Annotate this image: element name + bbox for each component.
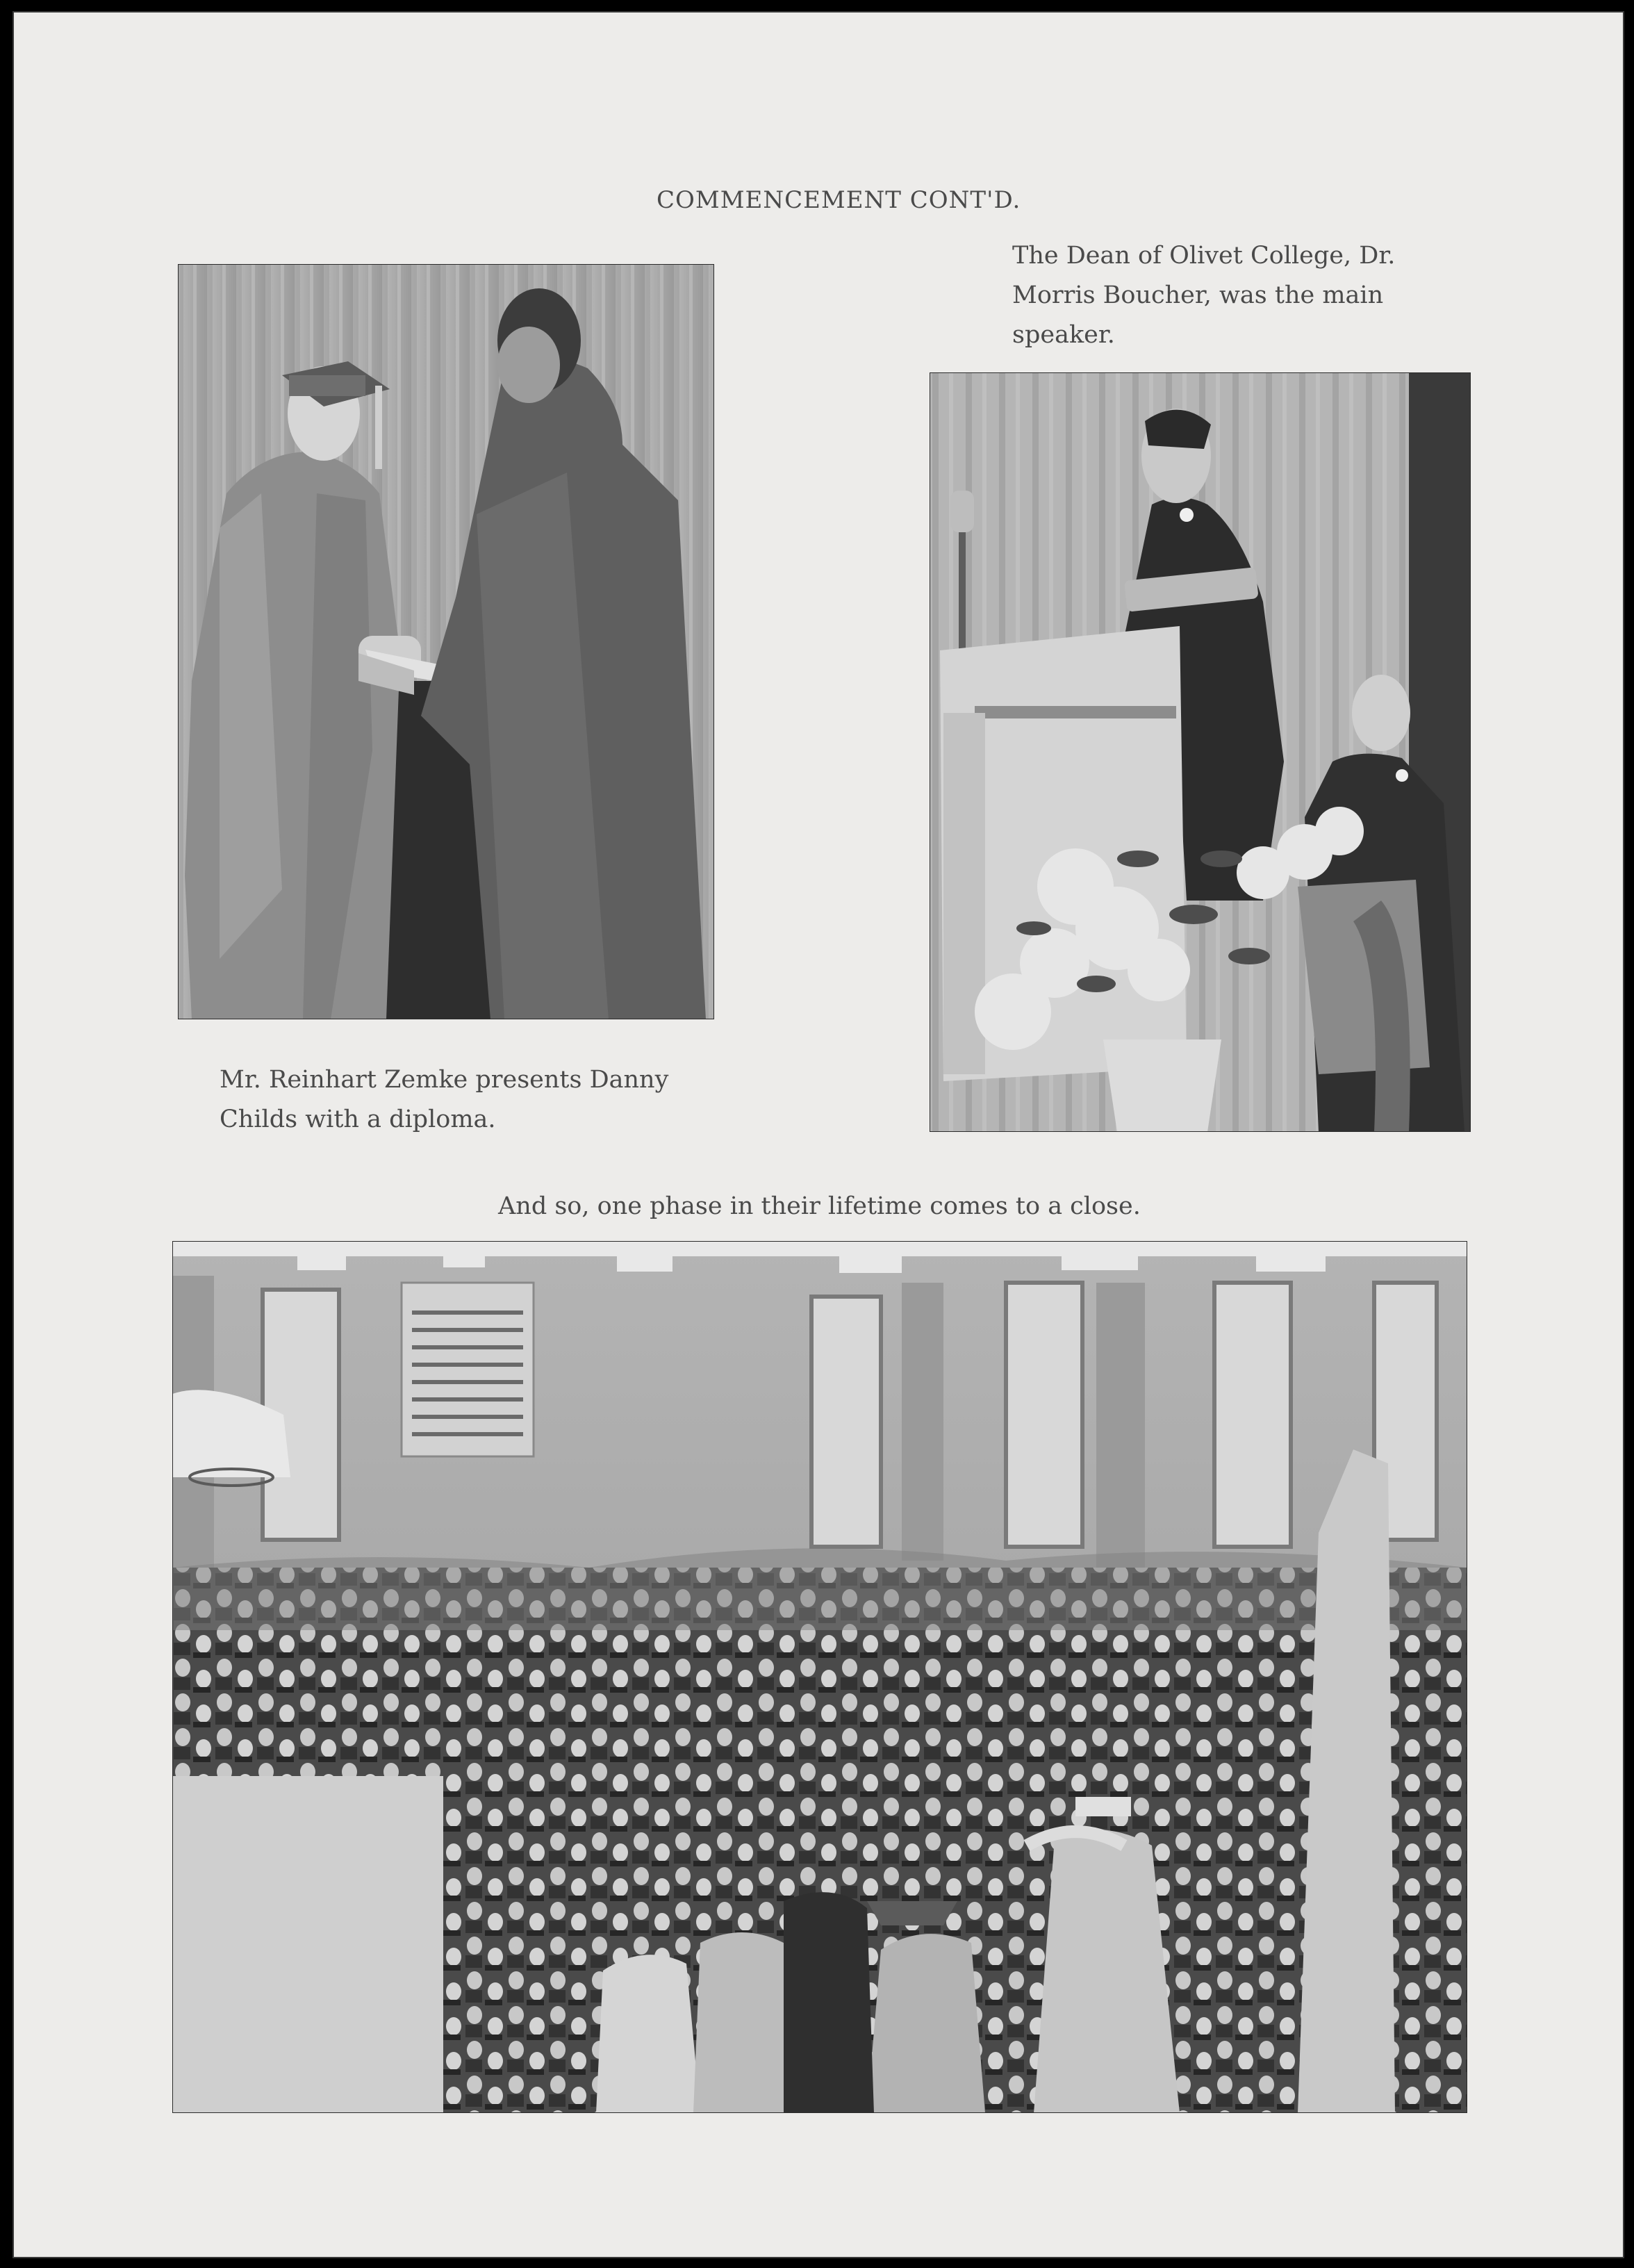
- diploma-caption-line: Childs with a diploma.: [220, 1106, 496, 1133]
- crowd-photo: [172, 1241, 1467, 2113]
- speaker-caption-line: speaker.: [1012, 321, 1115, 349]
- page-heading: COMMENCEMENT CONT'D.: [657, 186, 1021, 214]
- speaker-caption-line: Morris Boucher, was the main: [1012, 281, 1384, 309]
- diploma-photo: [178, 264, 714, 1019]
- closing-caption: And so, one phase in their lifetime comes to a close.: [498, 1192, 1141, 1220]
- diploma-caption-line: Mr. Reinhart Zemke presents Danny: [220, 1066, 669, 1094]
- diploma-caption: [220, 1060, 668, 1140]
- speaker-caption: [1012, 236, 1395, 355]
- speaker-photo: [930, 372, 1471, 1132]
- yearbook-page: [13, 11, 1624, 2258]
- speaker-caption-line: The Dean of Olivet College, Dr.: [1012, 242, 1396, 270]
